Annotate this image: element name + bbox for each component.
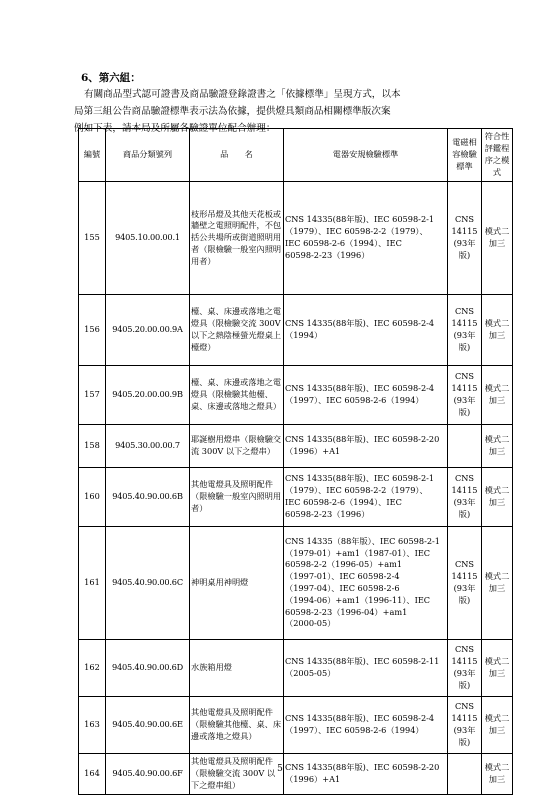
table-row [79, 640, 513, 697]
cell-id: 162 [79, 640, 106, 697]
cell-safety-standard [284, 640, 448, 697]
standard-line: （1979）、IEC 60598-2-2（1979）、 [285, 485, 428, 496]
cell-name: 水族箱用燈 [190, 640, 284, 697]
standard-line: CNS 14335(88年版)、IEC 60598-2-1 [285, 214, 435, 225]
cell-name: 其他電燈具及照明配件（限檢驗其他檯、桌、床邊或落地之燈具） [190, 697, 284, 754]
cell-emc-standard: CNS 14115 (93年版) [448, 527, 482, 640]
cell-id: 158 [79, 425, 106, 468]
cell-code: 9405.40.90.00.6F [106, 754, 190, 795]
table-row [79, 366, 513, 425]
standard-line: 60598-2-23（1996） [285, 249, 370, 260]
standard-line: CNS 14335(88年版)、IEC 60598-2-20 [285, 762, 440, 773]
cell-mode: 模式二加三 [482, 182, 513, 295]
standard-line: CNS 14335(88年版)、IEC 60598-2-11 [285, 656, 440, 667]
cell-id: 160 [79, 468, 106, 527]
table-row [79, 295, 513, 366]
cell-safety-standard [284, 425, 448, 468]
cell-id: 161 [79, 527, 106, 640]
header-mode: 符合性評鑑程序之模式 [482, 129, 513, 182]
cell-mode: 模式二加三 [482, 366, 513, 425]
cell-code: 9405.30.00.00.7 [106, 425, 190, 468]
header-safety-standard: 電器安規檢驗標準 [284, 129, 448, 182]
cell-name: 檯、桌、床邊或落地之電燈具（限檢驗交流 300V 以下之熱陰極螢光燈桌上檯燈） [190, 295, 284, 366]
header-name: 品 名 [190, 129, 284, 182]
cell-safety-standard [284, 527, 448, 640]
standard-line: （1979）、IEC 60598-2-2（1979）、 [285, 226, 428, 237]
cell-emc-standard: CNS 14115 (93年版) [448, 697, 482, 754]
header-code: 商品分類號列 [106, 129, 190, 182]
cell-emc-standard [448, 754, 482, 795]
cell-code: 9405.20.00.00.9A [106, 295, 190, 366]
cell-mode: 模式二加三 [482, 754, 513, 795]
cell-name: 枝形吊燈及其他天花板或牆壁之電照明配件，不包括公共場所或街道照明用者（限檢驗一般室內照明用者） [190, 182, 284, 295]
table-row [79, 425, 513, 468]
cell-safety-standard [284, 295, 448, 366]
standard-line: （1996）+A1 [285, 446, 341, 456]
cell-safety-standard [284, 754, 448, 795]
standard-line: （2005-05） [285, 668, 336, 678]
intro-line: 有關商品型式認可證書及商品驗證登錄證書之「依據標準」呈現方式，以本 [84, 89, 401, 100]
cell-code: 9405.40.90.00.6C [106, 527, 190, 640]
standard-line: （1997）、IEC 60598-2-6（1994） [285, 395, 424, 405]
table-row [79, 697, 513, 754]
cell-mode: 模式二加三 [482, 640, 513, 697]
standard-line: IEC 60598-2-6（1994）、IEC [285, 497, 402, 507]
standard-line: CNS 14335（88年版）、IEC 60598-2-1 [285, 535, 441, 546]
cell-mode: 模式二加三 [482, 295, 513, 366]
standard-line: 60598-2-23（1996） [285, 508, 370, 519]
table-header-row [79, 129, 513, 182]
table-row [79, 754, 513, 795]
standard-line: CNS 14335(88年版)、IEC 60598-2-4 [285, 383, 435, 394]
cell-code: 9405.20.00.00.9B [106, 366, 190, 425]
standard-line: CNS 14335(88年版)、IEC 60598-2-20 [285, 434, 440, 445]
cell-name: 其他電燈具及照明配件（限檢驗一般室內照明用者） [190, 468, 284, 527]
cell-safety-standard [284, 182, 448, 295]
header-id: 編號 [79, 129, 106, 182]
standard-line: 60598-2-2（1996-05）+am1 [285, 559, 403, 570]
cell-code: 9405.40.90.00.6D [106, 640, 190, 697]
page-number: 5 [277, 764, 283, 774]
table-row [79, 527, 513, 640]
cell-emc-standard: CNS 14115 (93年版) [448, 295, 482, 366]
cell-code: 9405.40.90.00.6B [106, 468, 190, 527]
table-row [79, 468, 513, 527]
table-body [79, 182, 513, 795]
cell-emc-standard [448, 425, 482, 468]
header-emc-standard: 電磁相容檢驗標準 [448, 129, 482, 182]
cell-name: 檯、桌、床邊或落地之電燈具（限檢驗其他檯、桌、床邊或落地之燈具） [190, 366, 284, 425]
standard-line: （2000-05） [285, 618, 336, 629]
cell-safety-standard [284, 366, 448, 425]
cell-mode: 模式二加三 [482, 527, 513, 640]
intro-line: 局第三組公告商品驗證標準表示法為依據，提供燈具類商品相關標準版次案 [74, 106, 391, 117]
standards-table-wrapper [78, 128, 513, 795]
intro-line: 例如下表，請本局及所屬各驗證單位配合辦理： [74, 123, 276, 134]
cell-emc-standard: CNS 14115 (93年版) [448, 182, 482, 295]
cell-emc-standard: CNS 14115 (93年版) [448, 468, 482, 527]
standard-line: （1997-04）、IEC 60598-2-6 [285, 583, 400, 593]
standards-table [78, 128, 513, 795]
cell-emc-standard: CNS 14115 (93年版) [448, 366, 482, 425]
standard-line: 60598-2-23（1996-04）+am1 [285, 606, 408, 617]
cell-id: 157 [79, 366, 106, 425]
cell-name: 耶誕樹用燈串（限檢驗交流 300V 以下之燈串） [190, 425, 284, 468]
standard-line: （1994-06）+am1（1996-11）、IEC [285, 594, 431, 605]
cell-id: 163 [79, 697, 106, 754]
standard-line: （1997-01）、IEC 60598-2-4 [285, 571, 400, 582]
standard-line: CNS 14335(88年版)、IEC 60598-2-4 [285, 713, 435, 724]
section-heading: 6、第六組： [81, 72, 141, 84]
cell-code: 9405.40.90.00.6E [106, 697, 190, 754]
cell-code: 9405.10.00.00.1 [106, 182, 190, 295]
standard-line: CNS 14335(88年版)、IEC 60598-2-4 [285, 318, 435, 329]
cell-mode: 模式二加三 [482, 697, 513, 754]
table-row [79, 182, 513, 295]
cell-mode: 模式二加三 [482, 468, 513, 527]
cell-safety-standard [284, 468, 448, 527]
standard-line: （1997）、IEC 60598-2-6（1994） [285, 725, 424, 735]
cell-id: 155 [79, 182, 106, 295]
standard-line: CNS 14335(88年版)、IEC 60598-2-1 [285, 473, 435, 484]
cell-name: 其他電燈具及照明配件（限檢驗交流 300V 以下之燈串組） [190, 754, 284, 795]
cell-id: 156 [79, 295, 106, 366]
cell-mode: 模式二加三 [482, 425, 513, 468]
cell-emc-standard: CNS 14115 (93年版) [448, 640, 482, 697]
cell-id: 164 [79, 754, 106, 795]
standard-line: （1994） [285, 330, 323, 340]
cell-name: 神明桌用神明燈 [190, 527, 284, 640]
cell-safety-standard [284, 697, 448, 754]
standard-line: IEC 60598-2-6（1994）、IEC [285, 238, 402, 248]
standard-line: （1979-01）+am1（1987-01）、IEC [285, 547, 431, 558]
standard-line: （1996）+A1 [285, 774, 341, 784]
